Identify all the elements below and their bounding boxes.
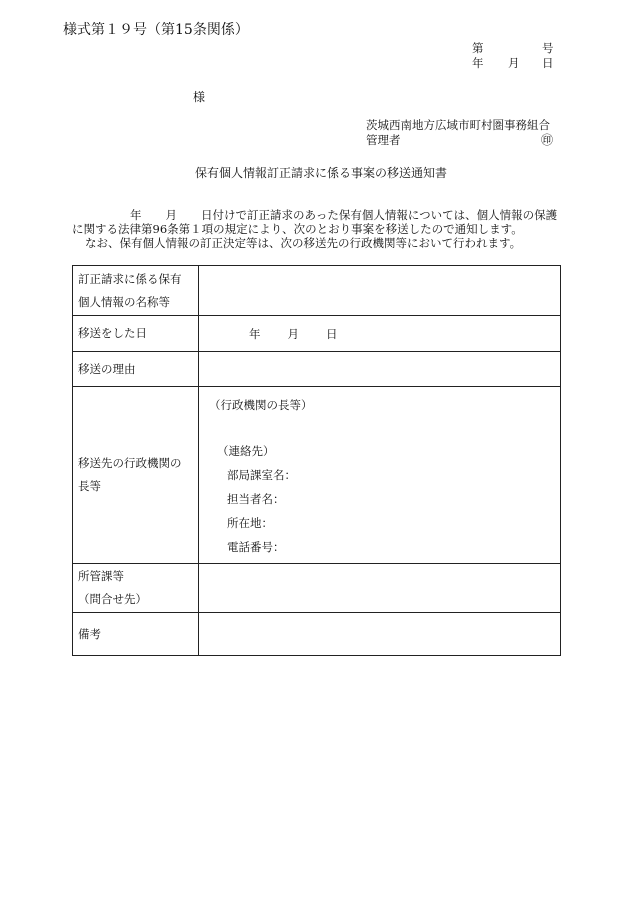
remarks-label: 備考 xyxy=(73,613,199,656)
issue-date-day: 日 xyxy=(542,56,554,70)
table-row xyxy=(73,387,561,564)
document-number-label: 第 xyxy=(472,41,484,55)
remarks-value[interactable] xyxy=(199,613,561,656)
table-row xyxy=(73,352,561,387)
notice-body xyxy=(72,208,562,250)
destination-agency-value[interactable] xyxy=(199,387,561,564)
agency-head-label: （行政機関の長等） xyxy=(209,398,313,412)
transfer-date-label: 移送をした日 xyxy=(73,316,199,352)
table-row xyxy=(73,613,561,656)
administrator-label: 管理者 xyxy=(366,133,401,147)
transfer-reason-value[interactable] xyxy=(199,352,561,387)
table-row xyxy=(73,316,561,352)
addressee-suffix: 様 xyxy=(193,90,206,104)
body-line-1-rest: 日付けで訂正請求のあった保有個人情報については、個人情報の保護 xyxy=(201,208,558,222)
issue-date-year: 年 xyxy=(472,56,484,70)
body-year: 年 xyxy=(130,208,142,222)
record-name-label: 訂正請求に係る保有 個人情報の名称等 xyxy=(73,266,199,316)
document-number-suffix: 号 xyxy=(542,41,554,55)
body-line-1 xyxy=(72,208,562,222)
person-in-charge-label: 担当者名： xyxy=(227,492,285,506)
responsible-section-label: 所管課等 （問合せ先） xyxy=(73,564,199,613)
department-label: 部局課室名： xyxy=(227,468,296,482)
form-number: 様式第１９号（第15条関係） xyxy=(63,22,249,38)
document-title: 保有個人情報訂正請求に係る事案の移送通知書 xyxy=(195,166,448,180)
body-month: 月 xyxy=(165,208,177,222)
phone-number-label: 電話番号： xyxy=(227,540,285,554)
body-line-2: に関する法律第96条第１項の規定により、次のとおり事案を移送したので通知します。 xyxy=(72,222,523,236)
issue-date-month: 月 xyxy=(508,56,520,70)
destination-agency-label: 移送先の行政機関の 長等 xyxy=(73,387,199,564)
transfer-reason-label: 移送の理由 xyxy=(73,352,199,387)
transfer-date-value[interactable]: 年 月 日 xyxy=(199,316,561,352)
body-line-3: なお、保有個人情報の訂正決定等は、次の移送先の行政機関等において行われます。 xyxy=(85,236,522,250)
record-name-value[interactable] xyxy=(199,266,561,316)
transfer-details-table xyxy=(72,265,561,656)
seal-mark: ㊞ xyxy=(541,133,554,147)
address-label: 所在地： xyxy=(227,516,273,530)
responsible-section-value[interactable] xyxy=(199,564,561,613)
table-row xyxy=(73,266,561,316)
table-row xyxy=(73,564,561,613)
organization-name: 茨城西南地方広域市町村圏事務組合 xyxy=(366,118,550,132)
contact-label: （連絡先） xyxy=(217,444,275,458)
